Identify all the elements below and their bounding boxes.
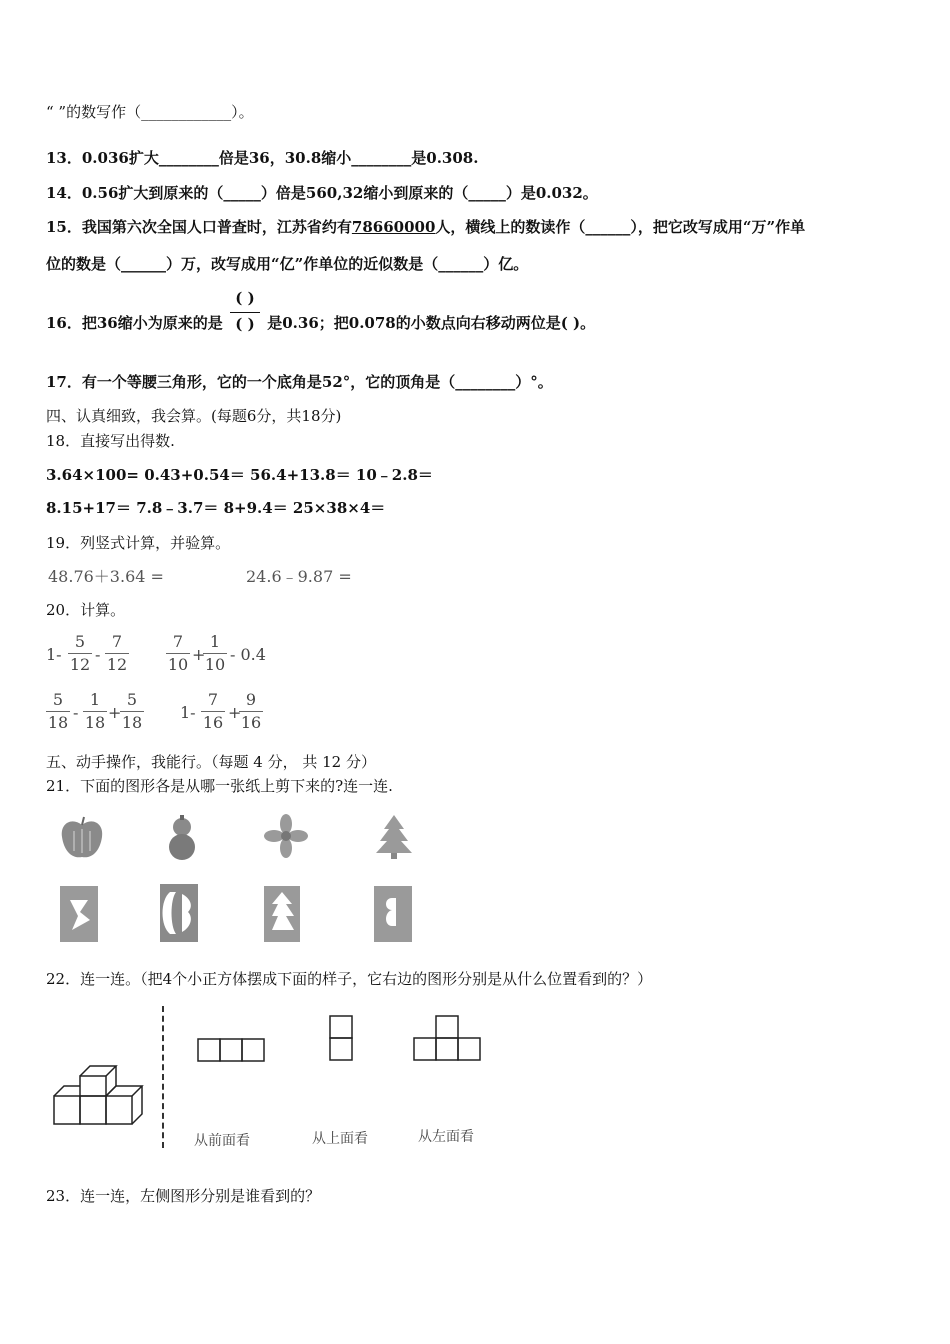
f3-frac-c [120, 690, 144, 733]
f4-frac-b [239, 690, 263, 733]
f2-b-den: 10 [204, 655, 226, 674]
caption-front-view: 从前面看 [194, 1133, 250, 1149]
top-view-figure [328, 1014, 354, 1062]
question-15-line1 [46, 217, 805, 237]
question-23: 23．连一连，左侧图形分别是谁看到的？ [46, 1187, 321, 1205]
q16-frac-bottom: ( ) [235, 315, 255, 333]
f2-frac-b [203, 632, 227, 675]
f4-frac-a [201, 690, 225, 733]
f3-frac-a [46, 690, 70, 733]
question-22: 22．连一连。（把4个小正方体摆成下面的样子，它右边的图形分别是从什么位置看到的？） [46, 970, 653, 988]
f2-frac-a [166, 632, 190, 675]
f1-a-num: 5 [74, 632, 86, 651]
q15-pre: 15．我国第六次全国人口普查时，江苏省约有 [46, 218, 352, 236]
flower-cutout-icon [262, 812, 310, 860]
question-13: 13．0.036扩大________倍是36，30.8缩小________是0.308. [46, 149, 479, 167]
f2-a-num: 7 [172, 632, 184, 651]
f3-op2: + [108, 703, 122, 722]
q16-post: 是0.36；把0.078的小数点向右移动两位是( )。 [267, 314, 596, 332]
f3-b-den: 18 [84, 713, 106, 732]
f1-frac-b [105, 632, 129, 675]
question-18: 18．直接写出得数. [46, 432, 175, 450]
tree-cutout-icon [374, 813, 414, 861]
q16-frac-bar [230, 312, 260, 313]
paper-sheet-1-icon [60, 886, 98, 942]
caption-top-view: 从上面看 [312, 1131, 368, 1147]
f4-a-num: 7 [207, 690, 219, 709]
question-15-line2: 位的数是（______）万，改写成用“亿”作单位的近似数是（______）亿。 [46, 255, 529, 273]
f3-c-num: 5 [126, 690, 138, 709]
f3-frac-b [83, 690, 107, 733]
q15-post: 人，横线上的数读作（______），把它改写成用“万”作单 [435, 218, 806, 236]
f3-a-num: 5 [52, 690, 64, 709]
f3-b-num: 1 [89, 690, 101, 709]
f3-op1: - [73, 703, 79, 722]
f1-op: - [95, 645, 101, 664]
f2-op: + [192, 645, 206, 664]
f2-a-den: 10 [167, 655, 189, 674]
f1-lead: 1- [46, 645, 62, 664]
q16-pre: 16．把36缩小为原来的是 [46, 314, 223, 332]
f4-op: + [228, 703, 242, 722]
caption-left-view: 从左面看 [418, 1129, 474, 1145]
f4-b-den: 16 [240, 713, 262, 732]
f4-b-num: 9 [245, 690, 257, 709]
question-20: 20．计算。 [46, 601, 126, 619]
q16-fraction [228, 289, 262, 334]
paper-sheet-3-icon [264, 886, 300, 942]
left-view-figure [412, 1014, 482, 1062]
q18-row-1: 3.64×100= 0.43+0.54＝ 56.4+13.8＝ 10﹣2.8＝ [46, 466, 433, 484]
f4-a-den: 16 [202, 713, 224, 732]
front-view-figure [196, 1036, 266, 1062]
question-16 [46, 289, 596, 334]
section-5-heading: 五、动手操作，我能行。（每题 4 分， 共 12 分） [46, 753, 376, 771]
q19-expr-a: 48.76＋3.64 = [48, 567, 164, 586]
q15-number: 78660000 [351, 218, 436, 236]
f1-b-den: 12 [106, 655, 128, 674]
question-14: 14．0.56扩大到原来的（_____）倍是560,32缩小到原来的（_____）是0.032。 [46, 184, 598, 202]
question-17: 17．有一个等腰三角形，它的一个底角是52°，它的顶角是（________）°。 [46, 373, 553, 391]
apple-cutout-icon [58, 815, 106, 861]
f1-b-num: 7 [111, 632, 123, 651]
f4-lead: 1- [180, 703, 196, 722]
f3-c-den: 18 [121, 713, 143, 732]
q16-frac-top: ( ) [235, 289, 255, 307]
f2-b-num: 1 [209, 632, 221, 651]
f1-a-den: 12 [69, 655, 91, 674]
q18-row-2: 8.15+17＝ 7.8﹣3.7＝ 8+9.4＝ 25×38×4＝ [46, 499, 386, 517]
dashed-divider [162, 1006, 164, 1148]
f1-frac-a [68, 632, 92, 675]
line-prev-answer: “ ”的数写作（____________）。 [46, 103, 254, 121]
f2-tail: - 0.4 [230, 645, 266, 664]
cube-stack-figure [52, 1060, 152, 1132]
question-19: 19．列竖式计算，并验算。 [46, 534, 231, 552]
question-21: 21．下面的图形各是从哪一张纸上剪下来的?连一连. [46, 777, 393, 795]
f3-a-den: 18 [47, 713, 69, 732]
section-4-heading: 四、认真细致，我会算。(每题6分，共18分) [46, 407, 342, 425]
gourd-cutout-icon [162, 813, 202, 861]
paper-sheet-4-icon [374, 886, 412, 942]
paper-sheet-2-icon [160, 884, 198, 942]
q19-expr-b: 24.6﹣9.87 = [246, 567, 352, 586]
